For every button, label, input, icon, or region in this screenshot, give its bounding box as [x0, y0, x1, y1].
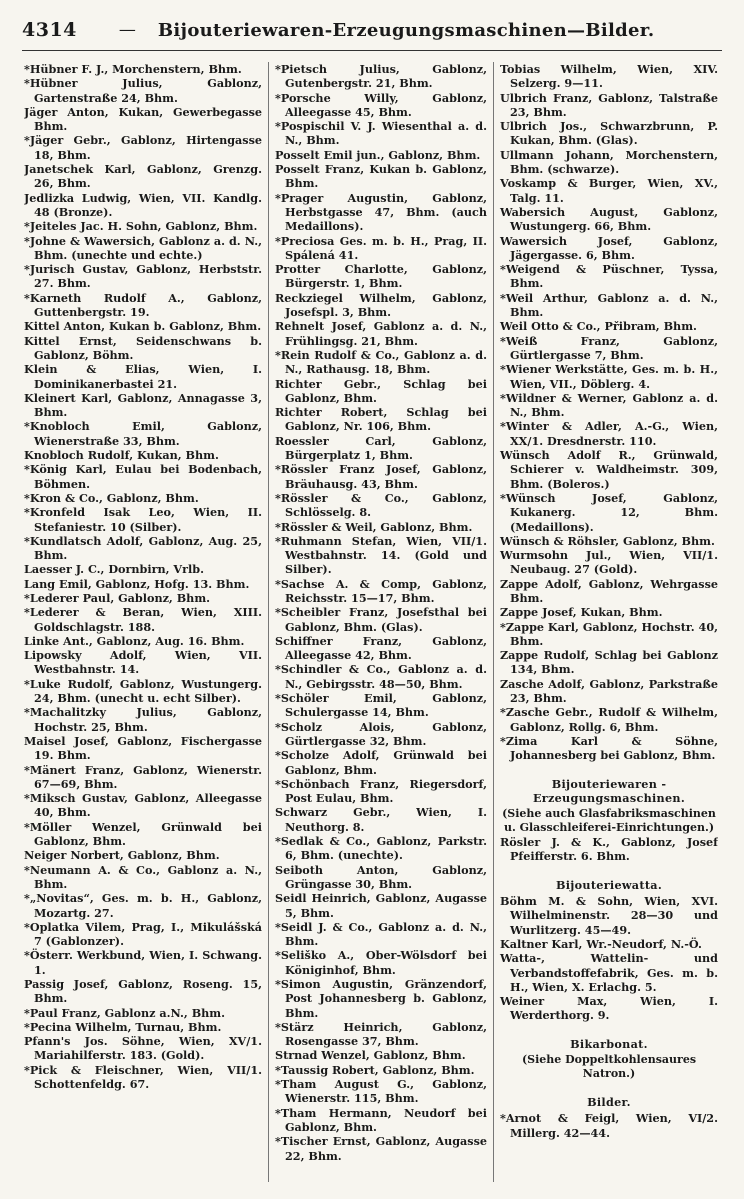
directory-entry: *Rössler Franz Josef, Gablonz, Bräuhausg. 43, Bhm.: [275, 462, 487, 491]
directory-entry: Neiger Norbert, Gablonz, Bhm.: [24, 848, 220, 863]
directory-entry: Weil Otto & Co., Přibram, Bhm.: [500, 319, 697, 334]
directory-entry: Posselt Emil jun., Gablonz, Bhm.: [275, 147, 481, 162]
directory-entry: *Karneth Rudolf A., Gablonz, Guttenbergstr. 19.: [24, 290, 262, 320]
directory-entry: Zappe Adolf, Gablonz, Wehrgasse Bhm.: [500, 576, 718, 605]
directory-entry: Zappe Rudolf, Schlag bei Gablonz 134, Bhm.: [500, 648, 718, 677]
header-rule: [22, 50, 722, 51]
directory-entry: Protter Charlotte, Gablonz, Bürgerstr. 1, Bhm.: [275, 262, 487, 291]
directory-entry: *Österr. Werkbund, Wien, I. Schwang. 1.: [24, 948, 262, 977]
directory-entry: Ulbrich Franz, Gablonz, Talstraße 23, Bhm.: [500, 90, 718, 119]
directory-entry: *Prager Augustin, Gablonz, Herbstgasse 47, Bhm. (auch Medaillons).: [275, 190, 487, 234]
directory-entry: Klein & Elias, Wien, I. Dominikanerbastei 21.: [24, 362, 262, 391]
directory-entry: *„Novitas“, Ges. m. b. H., Gablonz, Mozartg. 27.: [24, 891, 262, 920]
directory-entry: *Sachse A. & Comp, Gablonz, Reichsstr. 15—17, Bhm.: [275, 576, 487, 605]
directory-entry: *Seliško A., Ober-Wölsdorf bei Königinhof, Bhm.: [275, 948, 487, 977]
directory-entry: Jäger Anton, Kukan, Gewerbegasse Bhm.: [24, 104, 262, 134]
section-entries-erzeugungsmaschinen: [500, 835, 718, 864]
directory-entry: Richter Gebr., Schlag bei Gablonz, Bhm.: [275, 376, 487, 405]
entry-columns: [24, 62, 724, 1187]
directory-entry: *Knobloch Emil, Gablonz, Wienerstraße 33, Bhm.: [24, 419, 262, 448]
directory-entry: Wünsch & Röhsler, Gablonz, Bhm.: [500, 533, 715, 548]
directory-entry: *Pecina Wilhelm, Turnau, Bhm.: [24, 1019, 222, 1034]
directory-entry: *Ruhmann Stefan, Wien, VII/1. Westbahnstr. 14. (Gold und Silber).: [275, 533, 487, 577]
directory-entry: *Zima Karl & Söhne, Johannesberg bei Gablonz, Bhm.: [500, 733, 718, 763]
directory-entry: *Stärz Heinrich, Gablonz, Rosengasse 37, Bhm.: [275, 1019, 487, 1049]
column-1: [24, 62, 268, 1182]
directory-entry: *Schöler Emil, Gablonz, Schulergasse 14, Bhm.: [275, 691, 487, 720]
directory-entry: *Taussig Robert, Gablonz, Bhm.: [275, 1062, 475, 1077]
directory-entry: *Schönbach Franz, Riegersdorf, Post Eulau, Bhm.: [275, 776, 487, 806]
running-title: Bijouteriewaren-Erzeugungsmaschinen—Bilder.: [157, 19, 655, 41]
directory-entry: Schwarz Gebr., Wien, I. Neuthorg. 8.: [275, 805, 487, 834]
directory-entry: Richter Robert, Schlag bei Gablonz, Nr. 106, Bhm.: [275, 405, 487, 434]
directory-entry: *Kundlatsch Adolf, Gablonz, Aug. 25, Bhm.: [24, 533, 262, 563]
directory-entry: Rehnelt Josef, Gablonz a. d. N., Frühlingsg. 21, Bhm.: [275, 319, 487, 348]
directory-entry: Wünsch Adolf R., Grünwald, Schierer v. Waldheimstr. 309, Bhm. (Boleros.): [500, 448, 718, 491]
directory-entry: *König Karl, Eulau bei Bodenbach, Böhmen.: [24, 462, 262, 491]
section-heading-bilder: Bilder.: [587, 1095, 631, 1109]
directory-entry: Wabersich August, Gablonz, Wustungerg. 66, Bhm.: [500, 204, 718, 234]
directory-entry: Passig Josef, Gablonz, Roseng. 15, Bhm.: [24, 977, 262, 1006]
directory-entry: *Möller Wenzel, Grünwald bei Gablonz, Bhm.: [24, 819, 262, 849]
directory-entry: *Hübner Julius, Gablonz, Gartenstraße 24, Bhm.: [24, 76, 262, 105]
directory-entry: Kittel Anton, Kukan b. Gablonz, Bhm.: [24, 319, 262, 334]
directory-entry: *Pospischil V. J. Wiesenthal a. d. N., Bhm.: [275, 119, 487, 148]
directory-entry: *Weil Arthur, Gablonz a. d. N., Bhm.: [500, 290, 718, 320]
directory-entry: Kaltner Karl, Wr.-Neudorf, N.-Ö.: [500, 936, 702, 951]
directory-entry: *Tham August G., Gablonz, Wienerstr. 115, Bhm.: [275, 1077, 487, 1106]
directory-entry: *Jeiteles Jac. H. Sohn, Gablonz, Bhm.: [24, 219, 258, 234]
directory-entry: *Jäger Gebr., Gablonz, Hirtengasse 18, Bhm.: [24, 133, 262, 162]
directory-entry: Watta-, Wattelin- und Verbandstoffefabrik, Ges. m. b. H., Wien, X. Erlachg. 5.: [500, 951, 718, 994]
directory-entry: *Kron & Co., Gablonz, Bhm.: [24, 490, 199, 505]
directory-entry: Kittel Ernst, Seidenschwans b. Gablonz, Böhm.: [24, 333, 262, 362]
directory-entry: Zasche Adolf, Gablonz, Parkstraße 23, Bhm.: [500, 676, 718, 706]
directory-entry: Posselt Franz, Kukan b. Gablonz, Bhm.: [275, 162, 487, 191]
directory-entry: *Preciosa Ges. m. b. H., Prag, II. Spálená 41.: [275, 233, 487, 262]
directory-entry: *Tham Hermann, Neudorf bei Gablonz, Bhm.: [275, 1105, 487, 1134]
directory-entry: *Wünsch Josef, Gablonz, Kukanerg. 12, Bhm. (Medaillons).: [500, 490, 718, 534]
directory-entry: Tobias Wilhelm, Wien, XIV. Selzerg. 9—11.: [500, 62, 718, 91]
directory-entry: *Wildner & Werner, Gablonz a. d. N., Bhm.: [500, 390, 718, 420]
section-heading-watta: Bijouteriewatta.: [555, 877, 663, 892]
directory-entry: *Jurisch Gustav, Gablonz, Herbststr. 27. Bhm.: [24, 262, 262, 291]
page-number: 4314: [22, 19, 77, 41]
directory-entry: *Wiener Werkstätte, Ges. m. b. H., Wien, VII., Döblerg. 4.: [500, 362, 718, 391]
directory-entry: Schiffner Franz, Gablonz, Alleegasse 42, Bhm.: [275, 633, 487, 663]
directory-entry: Zappe Josef, Kukan, Bhm.: [500, 605, 663, 620]
directory-entry: Ulbrich Jos., Schwarzbrunn, P. Kukan, Bhm. (Glas).: [500, 119, 718, 148]
section-note-erzeugungsmaschinen: (Siehe auch Glasfabriksmaschinen u. Glasschleiferei-Einrichtungen.): [502, 807, 716, 835]
section-note-bikarbonat: (Siehe Doppeltkohlensaures Natron.): [521, 1053, 697, 1080]
page-header: [22, 14, 722, 46]
directory-entry: Rösler J. & K., Gablonz, Josef Pfeifferstr. 6. Bhm.: [500, 835, 718, 864]
directory-entry: Seiboth Anton, Gablonz, Grüngasse 30, Bhm.: [275, 862, 487, 891]
directory-entry: *Seidl J. & Co., Gablonz a. d. N., Bhm.: [275, 919, 487, 949]
directory-entry: Pfann's Jos. Söhne, Wien, XV/1. Mariahilferstr. 183. (Gold).: [24, 1034, 262, 1063]
directory-entry: *Lederer Paul, Gablonz, Bhm.: [24, 590, 211, 605]
directory-entry: Böhm M. & Sohn, Wien, XVI. Wilhelminenstr. 28—30 und Wurlitzerg. 45—49.: [500, 894, 718, 937]
directory-entry: Knobloch Rudolf, Kukan, Bhm.: [24, 448, 219, 463]
directory-entry: *Lederer & Beran, Wien, XIII. Goldschlagstr. 188.: [24, 605, 262, 634]
directory-entry: Roessler Carl, Gablonz, Bürgerplatz 1, Bhm.: [275, 433, 487, 463]
section-heading-erzeugungsmaschinen: Bijouteriewaren - Erzeugungsmaschinen.: [532, 776, 686, 805]
directory-entry: *Pietsch Julius, Gablonz, Gutenbergstr. 21, Bhm.: [275, 62, 487, 91]
directory-entry: *Zasche Gebr., Rudolf & Wilhelm, Gablonz, Rollg. 6, Bhm.: [500, 705, 718, 734]
directory-entry: *Pick & Fleischner, Wien, VII/1. Schottenfeldg. 67.: [24, 1062, 262, 1092]
directory-entry: *Oplatka Vilem, Prag, I., Mikulášská 7 (Gablonzer).: [24, 919, 262, 949]
directory-entry: Ullmann Johann, Morchenstern, Bhm. (schwarze).: [500, 147, 718, 177]
directory-entry: Reckziegel Wilhelm, Gablonz, Josefspl. 3, Bhm.: [275, 290, 487, 320]
directory-entry: *Tischer Ernst, Gablonz, Augasse 22, Bhm.: [275, 1134, 487, 1163]
directory-entry: Janetschek Karl, Gablonz, Grenzg. 26, Bhm.: [24, 162, 262, 191]
directory-entry: Strnad Wenzel, Gablonz, Bhm.: [275, 1048, 466, 1063]
directory-entry: *Paul Franz, Gablonz a.N., Bhm.: [24, 1005, 226, 1020]
directory-entry: *Hübner F. J., Morchenstern, Bhm.: [24, 62, 242, 76]
section-entries-watta: [500, 894, 718, 1023]
directory-entry: Jedlizka Ludwig, Wien, VII. Kandlg. 48 (Bronze).: [24, 190, 262, 219]
directory-entry: *Rein Rudolf & Co., Gablonz a. d. N., Rathausg. 18, Bhm.: [275, 347, 487, 377]
directory-entry: *Neumann A. & Co., Gablonz a. N., Bhm.: [24, 862, 262, 891]
directory-entry: Lipowsky Adolf, Wien, VII. Westbahnstr. 14.: [24, 648, 262, 677]
directory-entry: *Schindler & Co., Gablonz a. d. N., Gebirgsstr. 48—50, Bhm.: [275, 662, 487, 691]
directory-entry: *Zappe Karl, Gablonz, Hochstr. 40, Bhm.: [500, 619, 718, 648]
directory-entry: Laesser J. C., Dornbirn, Vrlb.: [24, 562, 204, 577]
directory-entry: *Scholz Alois, Gablonz, Gürtlergasse 32, Bhm.: [275, 719, 487, 748]
header-separator: —: [118, 20, 136, 40]
directory-entry: Voskamp & Burger, Wien, XV., Talg. 11.: [500, 176, 718, 205]
directory-entry: *Kronfeld Isak Leo, Wien, II. Stefaniestr. 10 (Silber).: [24, 505, 262, 534]
directory-entry: Wurmsohn Jul., Wien, VII/1. Neubaug. 27 (Gold).: [500, 548, 718, 577]
directory-entry: *Sedlak & Co., Gablonz, Parkstr. 6, Bhm. (unechte).: [275, 834, 487, 863]
directory-entry: Kleinert Karl, Gablonz, Annagasse 3, Bhm.: [24, 390, 262, 420]
column-3-entries: [500, 62, 718, 763]
directory-entry: *Arnot & Feigl, Wien, VI/2. Millerg. 42—44.: [500, 1111, 718, 1140]
directory-entry: *Johne & Wawersich, Gablonz a. d. N., Bhm. (unechte und echte.): [24, 233, 262, 262]
directory-entry: *Luke Rudolf, Gablonz, Wustungerg. 24, Bhm. (unecht u. echt Silber).: [24, 676, 262, 706]
section-entries-bilder: [500, 1111, 718, 1140]
directory-entry: *Weiß Franz, Gablonz, Gürtlergasse 7, Bhm.: [500, 333, 718, 362]
directory-entry: *Machalitzky Julius, Gablonz, Hochstr. 25, Bhm.: [24, 705, 262, 734]
directory-entry: *Porsche Willy, Gablonz, Alleegasse 45, Bhm.: [275, 90, 487, 119]
directory-entry: *Scheibler Franz, Josefsthal bei Gablonz, Bhm. (Glas).: [275, 605, 487, 634]
directory-entry: *Rössler & Co., Gablonz, Schlösselg. 8.: [275, 490, 487, 520]
directory-entry: *Mänert Franz, Gablonz, Wienerstr. 67—69, Bhm.: [24, 762, 262, 791]
section-heading-bikarbonat: Bikarbonat.: [570, 1036, 648, 1051]
directory-entry: Linke Ant., Gablonz, Aug. 16. Bhm.: [24, 633, 245, 648]
directory-entry: *Scholze Adolf, Grünwald bei Gablonz, Bhm.: [275, 748, 487, 777]
directory-entry: *Winter & Adler, A.-G., Wien, XX/1. Dresdnerstr. 110.: [500, 419, 718, 448]
column-3: [493, 62, 718, 1182]
directory-entry: Maisel Josef, Gablonz, Fischergasse 19. Bhm.: [24, 733, 262, 763]
directory-entry: *Rössler & Weil, Gablonz, Bhm.: [275, 519, 473, 534]
directory-entry: *Weigend & Püschner, Tyssa, Bhm.: [500, 262, 718, 291]
directory-entry: Lang Emil, Gablonz, Hofg. 13. Bhm.: [24, 576, 250, 591]
directory-entry: Wawersich Josef, Gablonz, Jägergasse. 6, Bhm.: [500, 233, 718, 262]
column-2: [268, 62, 493, 1182]
directory-entry: Seidl Heinrich, Gablonz, Augasse 5, Bhm.: [275, 891, 487, 920]
directory-entry: *Simon Augustin, Gränzendorf, Post Johannesberg b. Gablonz, Bhm.: [275, 977, 487, 1020]
directory-entry: Weiner Max, Wien, I. Werderthorg. 9.: [500, 994, 718, 1023]
directory-entry: *Miksch Gustav, Gablonz, Alleegasse 40, Bhm.: [24, 791, 262, 820]
